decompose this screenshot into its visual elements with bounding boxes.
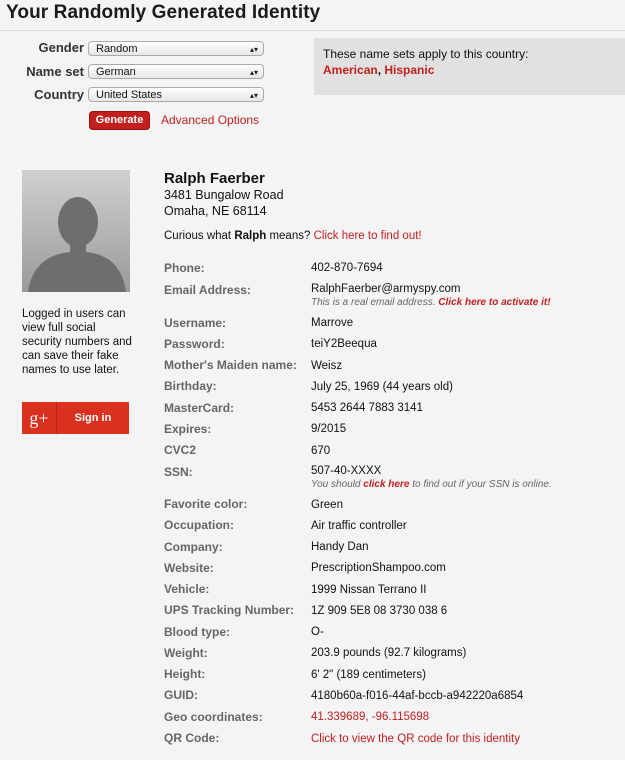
country-value: United States bbox=[96, 89, 163, 101]
nameset-row bbox=[0, 64, 84, 82]
person-silhouette-icon bbox=[22, 170, 130, 292]
identity-name: Ralph Faerber bbox=[164, 170, 265, 187]
ssn-label: SSN: bbox=[164, 465, 193, 479]
login-prompt-text: Logged in users can view full social security numbers and can save their fake names to use later. bbox=[22, 308, 132, 376]
phone-value: 402-870-7694 bbox=[311, 262, 383, 274]
mastercard-label: MasterCard: bbox=[164, 401, 235, 415]
ups-tracking-value: 1Z 909 5E8 08 3730 038 6 bbox=[311, 605, 448, 617]
generate-button[interactable]: Generate bbox=[89, 111, 150, 130]
activate-email-link[interactable]: Click here to activate it! bbox=[438, 297, 551, 308]
gender-label: Gender bbox=[38, 40, 84, 55]
separator: , bbox=[377, 63, 385, 77]
qr-code-link[interactable]: Click to view the QR code for this identity bbox=[311, 733, 520, 745]
advanced-options-link[interactable]: Advanced Options bbox=[161, 113, 260, 127]
guid-value: 4180b60a-f016-44af-bccb-a942220a6854 bbox=[311, 690, 524, 702]
select-arrows-icon: ▴▾ bbox=[249, 68, 258, 77]
signin-label: Sign in bbox=[74, 412, 112, 424]
username-value: Marrove bbox=[311, 317, 354, 329]
curious-suffix: means? bbox=[266, 230, 314, 242]
website-value: PrescriptionShampoo.com bbox=[311, 562, 446, 574]
expires-value: 9/2015 bbox=[311, 423, 347, 435]
country-row bbox=[0, 87, 84, 105]
title-divider bbox=[0, 30, 625, 31]
curious-name: Ralph bbox=[234, 230, 267, 242]
ssn-note-post: to find out if your SSN is online. bbox=[409, 479, 552, 490]
blood-type-value: O- bbox=[311, 626, 324, 638]
qr-code-label: QR Code: bbox=[164, 731, 220, 745]
weight-value: 203.9 pounds (92.7 kilograms) bbox=[311, 647, 467, 659]
ssn-value: 507-40-XXXX bbox=[311, 465, 382, 477]
info-text: These name sets apply to this country: bbox=[323, 47, 529, 61]
country-label: Country bbox=[34, 87, 84, 102]
mastercard-value: 5453 2644 7883 3141 bbox=[311, 402, 423, 414]
username-label: Username: bbox=[164, 316, 227, 330]
email-note bbox=[311, 297, 551, 308]
cvc-value: 670 bbox=[311, 445, 331, 457]
address-street: 3481 Bungalow Road bbox=[164, 188, 284, 202]
vehicle-label: Vehicle: bbox=[164, 582, 210, 596]
nameset-info-box bbox=[314, 38, 625, 95]
favorite-color-value: Green bbox=[311, 499, 343, 511]
email-label: Email Address: bbox=[164, 283, 251, 297]
favorite-color-label: Favorite color: bbox=[164, 497, 248, 511]
name-meaning-prompt bbox=[164, 230, 422, 242]
name-meaning-link[interactable]: Click here to find out! bbox=[313, 230, 422, 242]
geo-coordinates-label: Geo coordinates: bbox=[164, 710, 263, 724]
ssn-check-link[interactable]: click here bbox=[363, 479, 410, 490]
ups-tracking-label: UPS Tracking Number: bbox=[164, 603, 295, 617]
maiden-name-value: Weisz bbox=[311, 360, 343, 372]
password-value: teiY2Beequa bbox=[311, 338, 377, 350]
email-value: RalphFaerber@armyspy.com bbox=[311, 283, 461, 295]
gender-select[interactable] bbox=[88, 41, 264, 56]
gender-value: Random bbox=[96, 43, 138, 55]
website-label: Website: bbox=[164, 561, 214, 575]
height-value: 6' 2" (189 centimeters) bbox=[311, 669, 426, 681]
expires-label: Expires: bbox=[164, 422, 212, 436]
nameset-links bbox=[323, 63, 625, 77]
vehicle-value: 1999 Nissan Terrano II bbox=[311, 584, 427, 596]
avatar bbox=[22, 170, 130, 292]
maiden-name-label: Mother's Maiden name: bbox=[164, 358, 297, 372]
gender-row bbox=[0, 40, 84, 58]
google-plus-icon: g+ bbox=[22, 402, 57, 434]
cvc-label: CVC2 bbox=[164, 443, 197, 457]
weight-label: Weight: bbox=[164, 646, 208, 660]
nameset-value: German bbox=[96, 66, 136, 78]
occupation-value: Air traffic controller bbox=[311, 520, 407, 532]
geo-coordinates-link[interactable]: 41.339689, -96.115698 bbox=[311, 711, 430, 723]
nameset-link-hispanic[interactable]: Hispanic bbox=[384, 63, 435, 77]
blood-type-label: Blood type: bbox=[164, 625, 230, 639]
nameset-select[interactable] bbox=[88, 64, 264, 79]
nameset-link-american[interactable]: American bbox=[323, 63, 378, 77]
page-title: Your Randomly Generated Identity bbox=[6, 2, 321, 23]
curious-prefix: Curious what bbox=[164, 230, 235, 242]
address-city: Omaha, NE 68114 bbox=[164, 204, 267, 218]
select-arrows-icon: ▴▾ bbox=[249, 45, 258, 54]
email-note-text: This is a real email address. bbox=[311, 297, 439, 308]
birthday-label: Birthday: bbox=[164, 379, 217, 393]
google-signin-button[interactable] bbox=[22, 402, 129, 434]
nameset-label: Name set bbox=[26, 64, 84, 79]
company-label: Company: bbox=[164, 540, 223, 554]
ssn-note-pre: You should bbox=[311, 479, 364, 490]
select-arrows-icon: ▴▾ bbox=[249, 91, 258, 100]
phone-label: Phone: bbox=[164, 261, 205, 275]
occupation-label: Occupation: bbox=[164, 518, 235, 532]
password-label: Password: bbox=[164, 337, 225, 351]
height-label: Height: bbox=[164, 667, 206, 681]
ssn-note bbox=[311, 479, 552, 490]
guid-label: GUID: bbox=[164, 688, 198, 702]
birthday-value: July 25, 1969 (44 years old) bbox=[311, 381, 453, 393]
company-value: Handy Dan bbox=[311, 541, 369, 553]
country-select[interactable] bbox=[88, 87, 264, 102]
